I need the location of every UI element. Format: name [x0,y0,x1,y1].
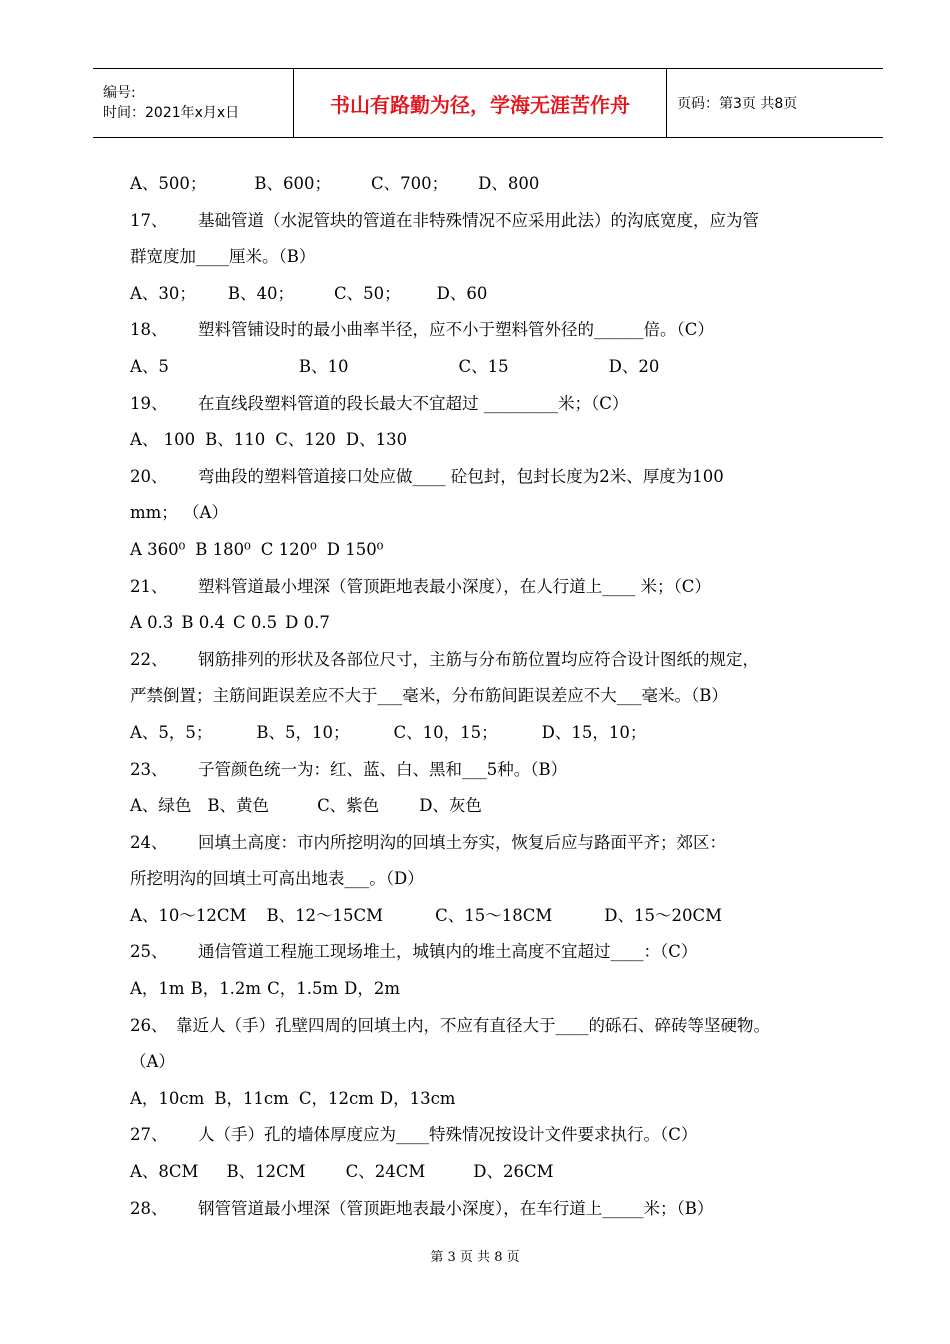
question-number: 19、 [130,393,168,413]
answer-option: B、5，10； [256,722,350,742]
answer-options [130,1154,860,1191]
question-number: 18、 [130,320,168,340]
header-meta [93,69,294,137]
answer-option: C，1.5m [267,979,339,999]
answer-option: D、800 [478,174,540,193]
question-number: 25、 [130,942,168,962]
question-line [130,825,860,862]
question-number: 17、 [130,210,168,230]
answer-option: B、12CM [226,1162,306,1182]
answer-option: C，12cm [298,1088,374,1108]
answer-option: D、130 [345,430,408,450]
question-line [130,312,860,349]
answer-option: A，1m [130,979,185,999]
answer-option: B、600； [254,174,332,193]
answer-option: C、120 [275,430,336,450]
question-line [130,386,860,423]
question-line [130,1191,860,1228]
answer-option: B、12～15CM [266,905,384,925]
question-text: 弯曲段的塑料管道接口处应做____ 砼包封，包封长度为2米、厚度为100 [198,466,724,486]
answer-option: A、5，5； [130,722,213,742]
answer-option: D 0.7 [285,613,330,633]
question-continuation: （A） [130,1052,175,1072]
question-continuation: 群宽度加____厘米。（B） [130,247,316,267]
question-line [130,1008,860,1045]
question-line [130,1117,860,1154]
answer-options [130,788,860,825]
question-line [130,934,860,971]
answer-option: B、10 [298,356,349,376]
question-continuation: mm； （A） [130,503,228,523]
question-text: 人（手）孔的墙体厚度应为____特殊情况按设计文件要求执行。（C） [198,1125,698,1145]
answer-option: D、20 [608,356,660,376]
answer-option: A、5 [130,356,169,376]
answer-option: C、15～18CM [435,905,553,925]
answer-option: C、10，15； [393,722,498,742]
document-time-label: 时间：2021年x月x日 [103,105,240,121]
answer-option: C、24CM [345,1162,426,1182]
answer-option: D、15～20CM [604,905,722,925]
answer-option: C、紫色 [317,796,380,816]
answer-options [130,166,860,203]
answer-options [130,605,860,642]
answer-option: A、 100 [130,430,196,450]
document-number-label: 编号: [103,85,136,101]
answer-option: A、绿色 [130,796,192,816]
question-line [130,203,860,240]
answer-options [130,422,860,459]
answer-option: B，11cm [214,1088,289,1108]
question-text: 回填土高度：市内所挖明沟的回填土夯实，恢复后应与路面平齐；郊区： [198,832,726,852]
answer-option: A 0.3 [130,613,174,633]
question-continuation: 严禁倒置；主筋间距误差应不大于___毫米，分布筋间距误差应不大___毫米。（B） [130,686,728,706]
answer-option: A、8CM [130,1162,199,1182]
answer-option: C、15 [458,356,509,376]
answer-option: A、10～12CM [130,905,247,925]
answer-option: D、15，10； [541,722,647,742]
answer-options [130,1081,860,1118]
answer-option: A、30； [130,283,196,303]
question-number: 22、 [130,649,168,669]
question-text: 塑料管铺设时的最小曲率半径，应不小于塑料管外径的______倍。（C） [198,320,714,340]
answer-option: D 150⁰ [326,539,384,559]
answer-options [130,532,860,569]
question-number: 28、 [130,1198,168,1218]
answer-option: D、灰色 [419,796,482,816]
question-line [130,569,860,606]
question-text: 在直线段塑料管道的段长最大不宜超过 _________米；（C） [198,393,629,413]
page-footer: 第 3 页 共 8 页 [430,1250,520,1265]
question-text: 钢筋排列的形状及各部位尺寸，主筋与分布筋位置均应符合设计图纸的规定， [198,649,759,669]
question-number: 23、 [130,759,168,779]
question-number: 26、 [130,1015,168,1035]
question-number: 27、 [130,1125,168,1145]
answer-options [130,971,860,1008]
question-text: 钢管管道最小埋深（管顶距地表最小深度），在车行道上_____米；（B） [198,1198,714,1218]
answer-option: C 0.5 [233,613,278,633]
question-text: 靠近人（手）孔壁四周的回填土内，不应有直径大于____的砾石、碎砖等坚硬物。 [176,1015,770,1035]
header-page-number: 页码：第3页 共8页 [677,96,798,112]
question-line [130,459,860,496]
answer-option: B 0.4 [181,613,226,633]
answer-option: B，1.2m [190,979,262,999]
question-continuation: 所挖明沟的回填土可高出地表___。（D） [130,869,424,889]
question-text: 子管颜色统一为：红、蓝、白、黑和___5种。（B） [198,759,568,779]
answer-option: C、50； [334,283,401,303]
answer-options [130,898,860,935]
answer-options [130,276,860,313]
answer-option: D，13cm [379,1088,456,1108]
answer-options [130,349,860,386]
question-text: 通信管道工程施工现场堆土，城镇内的堆土高度不宜超过____：（C） [198,942,698,962]
answer-option: D、60 [436,283,488,303]
answer-option: A，10cm [130,1088,205,1108]
question-number: 21、 [130,576,168,596]
question-line [130,752,860,789]
answer-option: B、110 [205,430,266,450]
answer-option: D、26CM [473,1162,554,1182]
question-line [130,642,860,679]
answer-option: A 360⁰ [130,539,186,559]
answer-option: B 180⁰ [195,539,251,559]
question-number: 20、 [130,466,168,486]
answer-option: B、40； [227,283,295,303]
page-header [93,68,883,138]
question-list [130,166,860,1227]
answer-option: A、500； [130,174,207,193]
answer-option: D，2m [344,979,400,999]
header-motto: 书山有路勤为径，学海无涯苦作舟 [294,69,667,137]
answer-option: C 120⁰ [260,539,317,559]
question-text: 基础管道（水泥管块的管道在非特殊情况不应采用此法）的沟底宽度，应为管 [198,210,759,230]
answer-option: B、黄色 [207,796,270,816]
question-number: 24、 [130,832,168,852]
answer-option: C、700； [371,174,449,193]
answer-options [130,715,860,752]
question-text: 塑料管道最小埋深（管顶距地表最小深度），在人行道上____ 米；（C） [198,576,711,596]
